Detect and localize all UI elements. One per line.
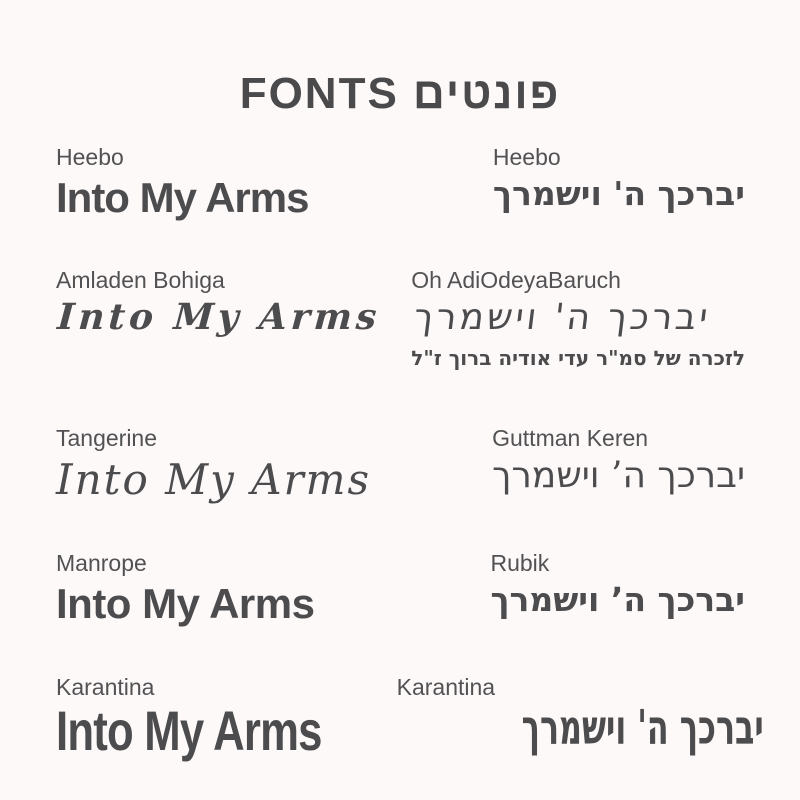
font-sample-adiodeya-hebrew [411, 266, 745, 371]
font-name-label: Amladen Bohiga [56, 267, 225, 293]
font-sample-amladen-latin [56, 266, 382, 340]
font-sample-text: Into My Arms [56, 173, 309, 221]
font-sample-text: Into My Arms [56, 698, 322, 762]
font-row-amladen-adiodeya [56, 266, 745, 371]
font-sample-heebo-latin [56, 143, 308, 224]
font-sample-tangerine-latin [56, 424, 371, 507]
font-sample-text: יברכך ה' וישמרך [492, 173, 745, 213]
memorial-note: לזכרה של סמ"ר עדי אודיה ברוך ז"ל [411, 345, 745, 370]
font-name-label: Karantina [396, 674, 496, 700]
font-name-label: Heebo [492, 144, 561, 170]
font-name-label: Oh AdiOdeyaBaruch [411, 267, 621, 293]
font-sample-text: יברכך ה’ וישמרך [492, 454, 745, 496]
font-name-label: Heebo [56, 144, 124, 170]
font-row-heebo [56, 143, 745, 224]
font-name-label: Karantina [56, 674, 155, 700]
font-name-label: Rubik [490, 550, 550, 576]
font-name-label: Tangerine [56, 425, 158, 451]
font-sample-text: Into My Arms [56, 454, 372, 504]
font-sample-text: יברכך ה' וישמרך [411, 296, 714, 338]
font-sample-text: יברכך ה’ וישמרך [490, 579, 745, 619]
font-sample-manrope-latin [56, 549, 314, 630]
font-name-label: Manrope [56, 550, 147, 576]
page-title: FONTS פונטים [239, 69, 561, 119]
font-sample-text: Into My Arms [56, 295, 382, 338]
font-row-karantina [56, 673, 764, 762]
font-sample-rubik-hebrew [490, 549, 745, 622]
font-sample-karantina-hebrew [397, 673, 764, 755]
font-sample-karantina-latin [56, 673, 397, 761]
font-sample-text: יברכך ה' וישמרך [521, 699, 764, 756]
font-sample-guttman-hebrew [492, 424, 745, 500]
font-name-label: Guttman Keren [492, 425, 649, 451]
font-row-tangerine-guttman [56, 424, 745, 507]
font-sample-heebo-hebrew [493, 143, 745, 216]
font-row-manrope-rubik [56, 549, 745, 630]
font-sample-text: Into My Arms [56, 579, 315, 627]
